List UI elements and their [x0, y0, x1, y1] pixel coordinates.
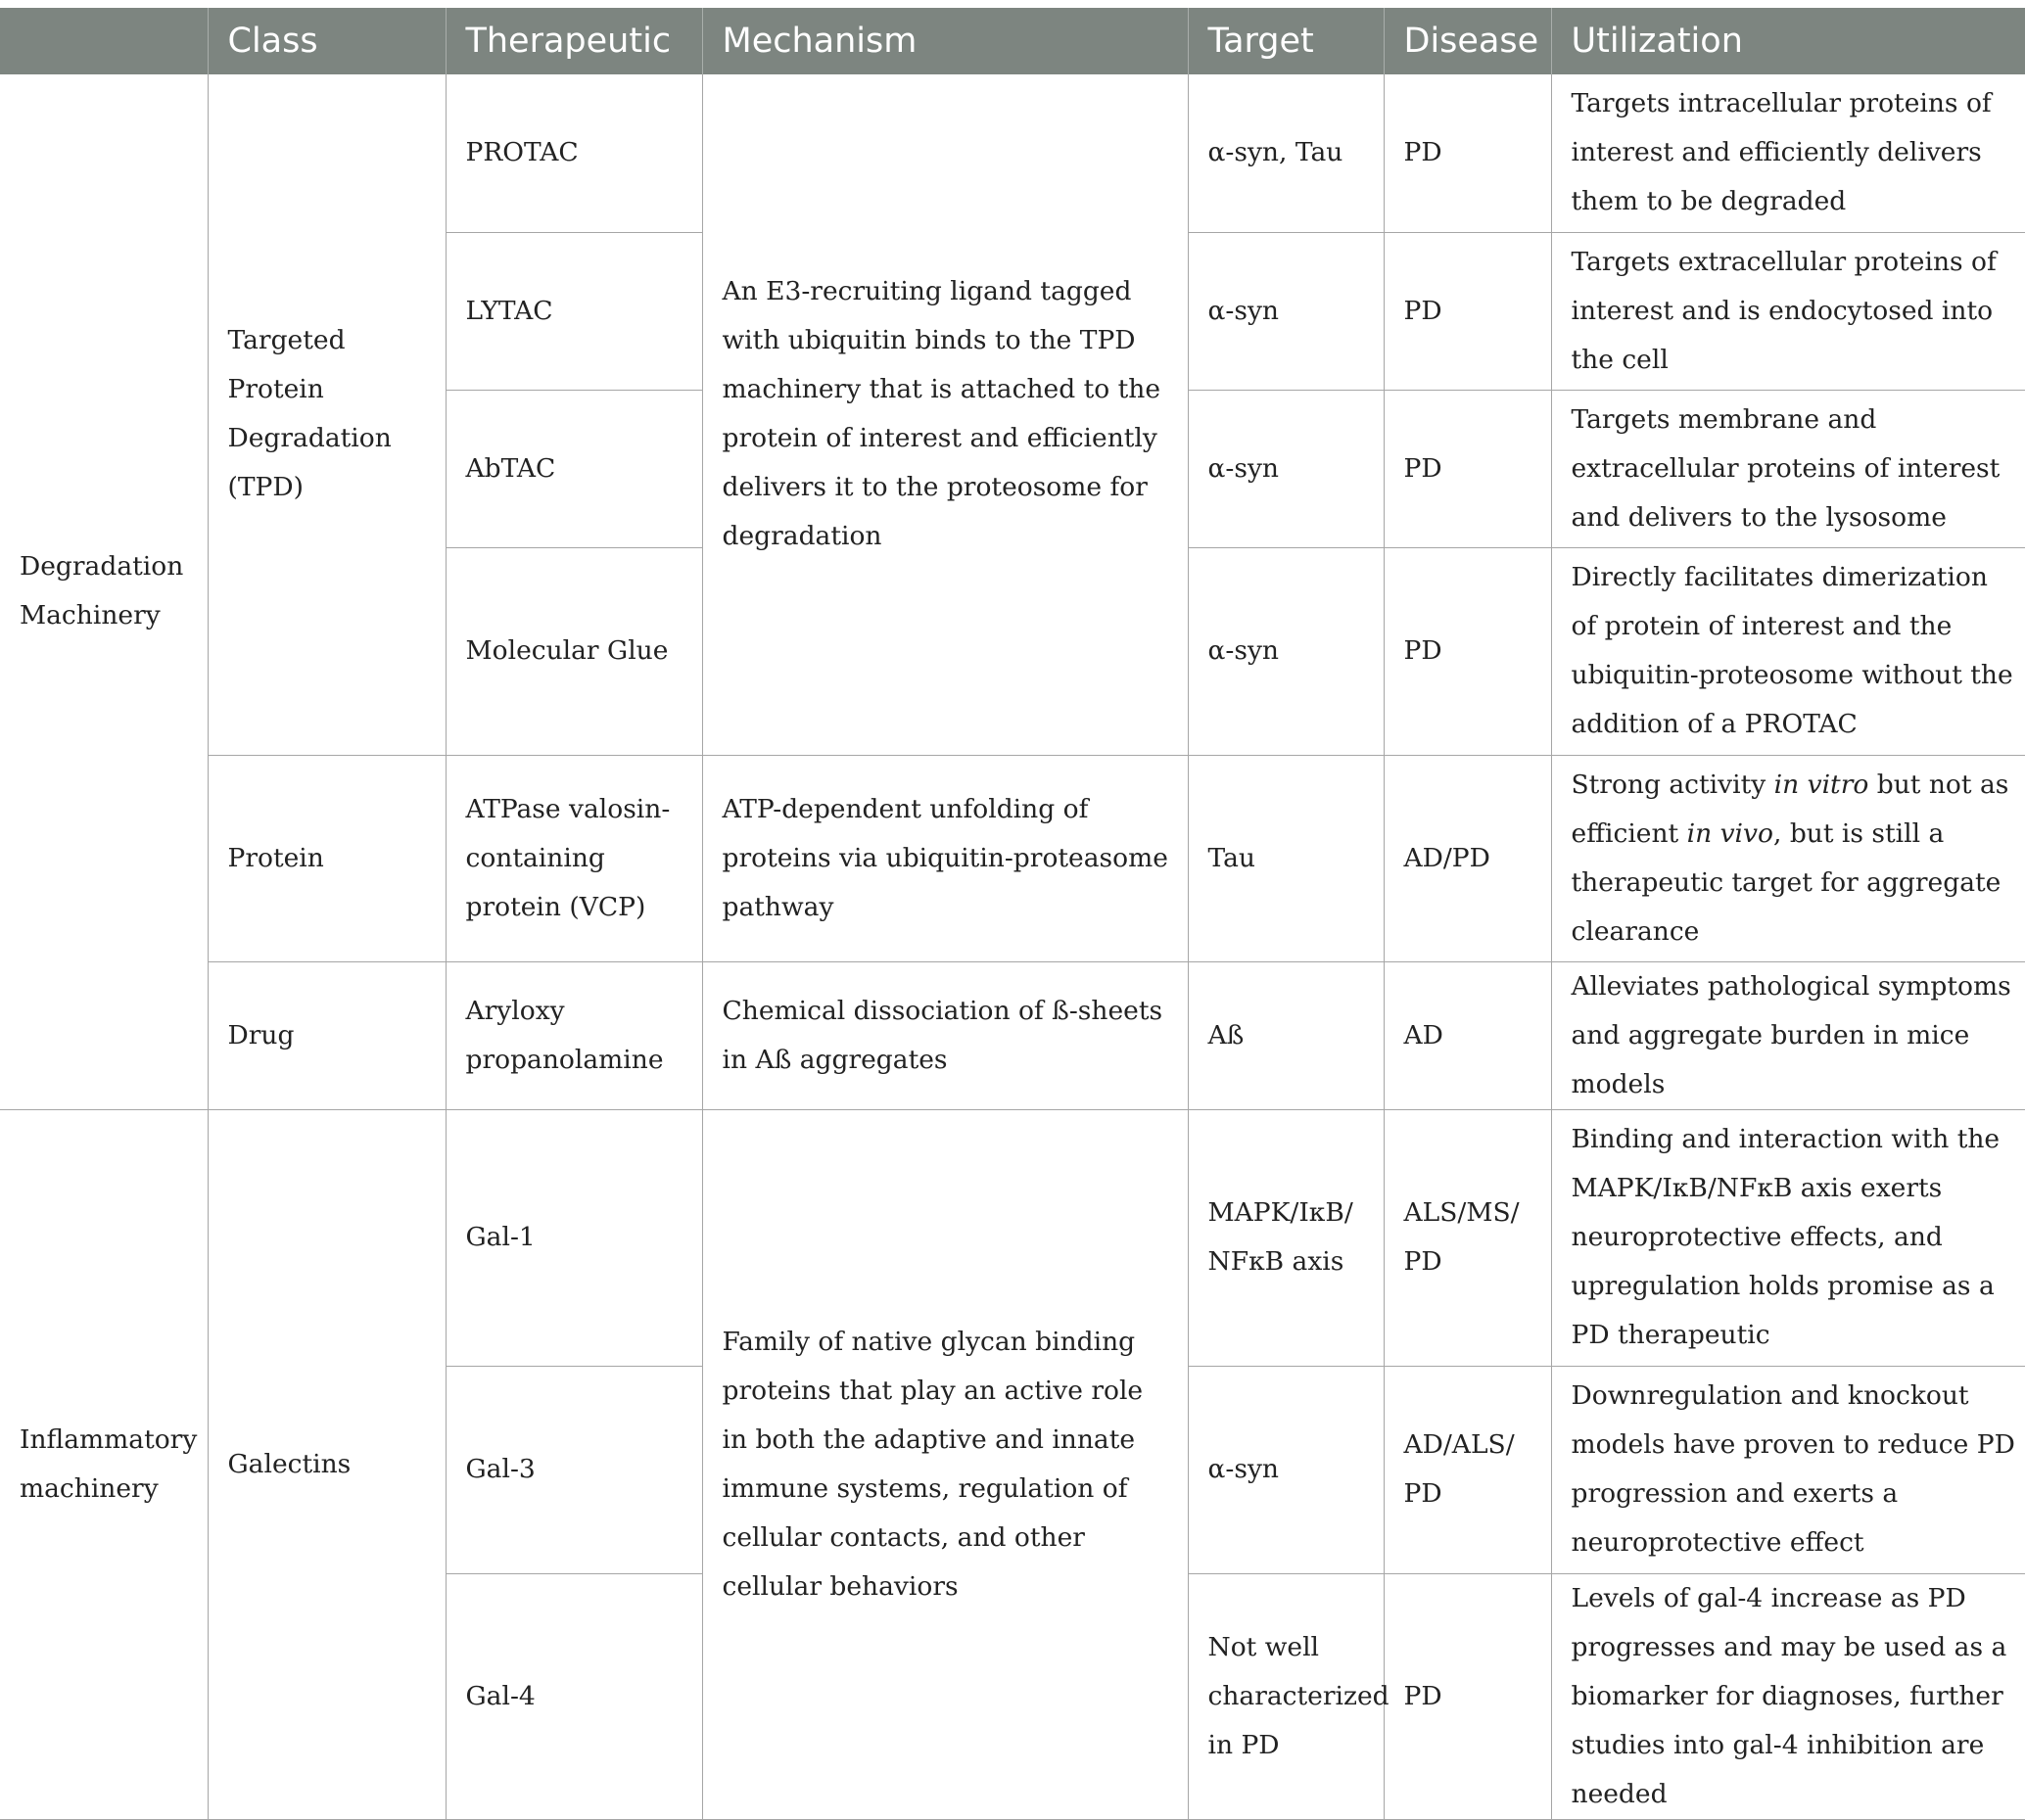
target-cell: Not well characterized in PD — [1188, 1573, 1384, 1819]
table-row — [0, 961, 2025, 1109]
therapeutic-cell: LYTAC — [446, 232, 702, 390]
therapeutic-cell: Gal-4 — [446, 1573, 702, 1819]
therapeutic-cell: PROTAC — [446, 74, 702, 232]
header-class: Class — [208, 8, 446, 74]
disease-cell: PD — [1384, 547, 1551, 755]
group-cell: Inflammatory machinery — [0, 1109, 208, 1819]
disease-cell: PD — [1384, 232, 1551, 390]
therapeutic-cell: Aryloxy propanolamine — [446, 961, 702, 1109]
therapeutics-table — [0, 8, 2025, 1820]
mechanism-cell: An E3-recruiting ligand tagged with ubiquitin binds to the TPD machinery that is attached to the protein of interest and efficiently delivers it to the proteosome for degradation — [702, 74, 1188, 755]
header-therapeutic: Therapeutic — [446, 8, 702, 74]
header-target: Target — [1188, 8, 1384, 74]
disease-cell: AD/ALS/ PD — [1384, 1366, 1551, 1573]
target-cell: MAPK/IκB/ NFκB axis — [1188, 1109, 1384, 1366]
utilization-cell: Levels of gal-4 increase as PD progresses and may be used as a biomarker for diagnoses, further studies into gal-4 inhibition are needed — [1551, 1573, 2025, 1819]
target-cell: α-syn — [1188, 547, 1384, 755]
disease-cell: PD — [1384, 1573, 1551, 1819]
disease-cell: AD — [1384, 961, 1551, 1109]
table-row — [0, 74, 2025, 232]
utilization-cell: Directly facilitates dimerization of protein of interest and the ubiquitin-proteosome without the addition of a PROTAC — [1551, 547, 2025, 755]
disease-cell: PD — [1384, 74, 1551, 232]
table-row — [0, 755, 2025, 961]
mechanism-cell: Family of native glycan binding proteins that play an active role in both the adaptive and innate immune systems, regulation of cellular contacts, and other cellular behaviors — [702, 1109, 1188, 1819]
disease-cell: AD/PD — [1384, 755, 1551, 961]
therapeutic-cell: AbTAC — [446, 390, 702, 547]
target-cell: α-syn — [1188, 1366, 1384, 1573]
utilization-italic-text: in vivo — [1686, 817, 1773, 849]
header-utilization: Utilization — [1551, 8, 2025, 74]
utilization-cell: Binding and interaction with the MAPK/IκB/NFκB axis exerts neuroprotective effects, and upregulation holds promise as a PD therapeutic — [1551, 1109, 2025, 1366]
header-disease: Disease — [1384, 8, 1551, 74]
header-row — [0, 8, 2025, 74]
header-group — [0, 8, 208, 74]
target-cell: Aß — [1188, 961, 1384, 1109]
mechanism-cell: ATP-dependent unfolding of proteins via ubiquitin-proteasome pathway — [702, 755, 1188, 961]
therapeutic-cell: Gal-1 — [446, 1109, 702, 1366]
class-cell: Protein — [208, 755, 446, 961]
class-cell: Targeted Protein Degradation (TPD) — [208, 74, 446, 755]
group-cell: Degradation Machinery — [0, 74, 208, 1109]
therapeutic-cell: ATPase valosin-containing protein (VCP) — [446, 755, 702, 961]
target-cell: α-syn — [1188, 232, 1384, 390]
utilization-italic-text: in vitro — [1773, 769, 1869, 800]
target-cell: Tau — [1188, 755, 1384, 961]
utilization-cell: Targets membrane and extracellular proteins of interest and delivers to the lysosome — [1551, 390, 2025, 547]
therapeutic-cell: Gal-3 — [446, 1366, 702, 1573]
mechanism-cell: Chemical dissociation of ß-sheets in Aß aggregates — [702, 961, 1188, 1109]
class-cell: Drug — [208, 961, 446, 1109]
therapeutic-cell: Molecular Glue — [446, 547, 702, 755]
utilization-text: Strong activity — [1571, 769, 1774, 800]
table-row — [0, 1109, 2025, 1366]
class-cell: Galectins — [208, 1109, 446, 1819]
utilization-cell: Downregulation and knockout models have proven to reduce PD progression and exerts a neuroprotective effect — [1551, 1366, 2025, 1573]
target-cell: α-syn — [1188, 390, 1384, 547]
utilization-cell: Targets extracellular proteins of interest and is endocytosed into the cell — [1551, 232, 2025, 390]
disease-cell: PD — [1384, 390, 1551, 547]
table-container — [0, 8, 2025, 1820]
disease-cell: ALS/MS/ PD — [1384, 1109, 1551, 1366]
utilization-text: , but is still a therapeutic target for aggregate clearance — [1571, 817, 2001, 947]
header-mechanism: Mechanism — [702, 8, 1188, 74]
utilization-cell: Alleviates pathological symptoms and aggregate burden in mice models — [1551, 961, 2025, 1109]
utilization-cell: Targets intracellular proteins of interest and efficiently delivers them to be degraded — [1551, 74, 2025, 232]
utilization-cell — [1551, 755, 2025, 961]
target-cell: α-syn, Tau — [1188, 74, 1384, 232]
utilization-text: but not as efficient — [1571, 769, 2009, 849]
